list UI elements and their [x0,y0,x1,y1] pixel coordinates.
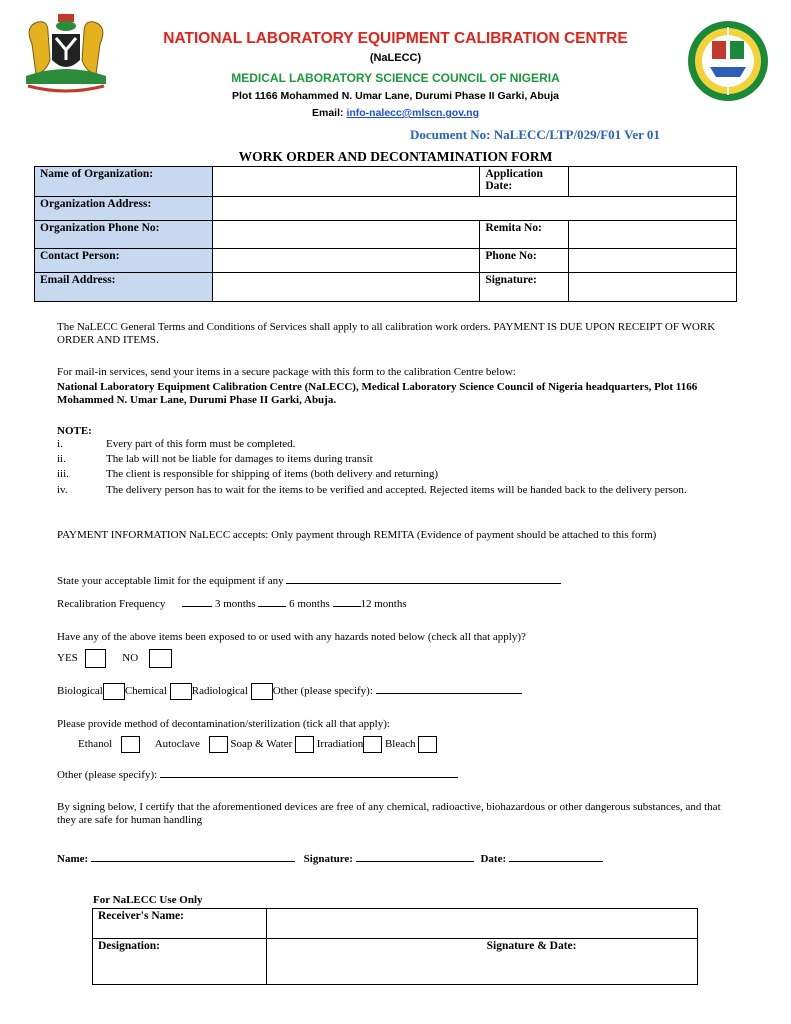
note-item [57,468,737,482]
signature-label: Signature: [303,853,353,865]
field-name-of-organization[interactable] [212,167,480,197]
centre-address: Plot 1166 Mohammed N. Umar Lane, Durumi Phase II Garki, Abuja [232,90,559,102]
council-name: MEDICAL LABORATORY SCIENCE COUNCIL OF NIGERIA [231,71,560,85]
no-label: NO [122,652,139,665]
recalibration-row [57,596,657,611]
email-link[interactable]: info-nalecc@mlscn.gov.ng [346,107,479,119]
irradiation-checkbox[interactable] [363,736,382,753]
bleach-label: Bleach [384,738,416,751]
field-remita-no[interactable] [569,221,737,249]
radiological-checkbox[interactable] [251,683,273,700]
autoclave-checkbox[interactable] [209,736,228,753]
field-application-date[interactable] [569,167,737,197]
label-receivers-name: Receiver's Name: [93,909,267,939]
acceptable-limit-input[interactable] [286,573,561,584]
radiological-label: Radiological [191,685,248,698]
yes-checkbox[interactable] [85,649,106,668]
ethanol-label: Ethanol [78,738,113,751]
certification-statement: By signing below, I certify that the aforementioned devices are free of any chemical, radioactive, biohazardous or other dangerous substances, and that they are safe for human handling [57,801,721,826]
field-signature[interactable] [569,273,737,302]
decontamination-question: Please provide method of decontamination/sterilization (tick all that apply): [57,718,390,730]
payment-information: PAYMENT INFORMATION NaLECC accepts: Only payment through REMITA (Evidence of payment should be attached to this form) [57,529,657,541]
recal-12-months-label: 12 months [360,598,407,610]
label-name-of-organization: Name of Organization: [35,167,213,197]
label-email-address: Email Address: [35,273,213,302]
note-text: The lab will not be liable for damages to items during transit [106,453,373,465]
organization-details-table [34,166,737,302]
name-label: Name: [57,853,89,865]
note-number: iv. [57,484,68,496]
mailin-address: National Laboratory Equipment Calibration Centre (NaLECC), Medical Laboratory Science Council of Nigeria headquarters, Plot 1166 Mohammed N. Umar Lane, Durumi Phase II Garki, Abuja. [57,381,698,406]
biological-checkbox[interactable] [103,683,125,700]
other-decontamination-row [57,767,557,782]
terms-paragraph: The NaLECC General Terms and Conditions of Services shall apply to all calibration work orders. PAYMENT IS DUE UPON RECEIPT OF WORK ORDER AND ITEMS. [57,321,716,346]
document-number: Document No: NaLECC/LTP/029/F01 Ver 01 [410,127,660,142]
no-checkbox[interactable] [149,649,172,668]
acceptable-limit-row [57,573,657,588]
hazard-types-row [57,683,657,700]
chemical-checkbox[interactable] [170,683,192,700]
label-signature-date: Signature & Date: [486,940,577,952]
centre-abbreviation: (NaLECC) [369,52,422,64]
office-use-table [92,908,698,985]
centre-title: NATIONAL LABORATORY EQUIPMENT CALIBRATION CENTRE [163,30,628,47]
label-phone-no: Phone No: [480,249,569,273]
note-text: Every part of this form must be completed. [106,438,296,450]
autoclave-label: Autoclave [154,738,200,751]
label-designation: Designation: [93,939,267,985]
designation-signature-cell[interactable] [266,939,697,985]
label-remita-no: Remita No: [480,221,569,249]
irradiation-label: Irradiation [316,738,364,751]
acceptable-limit-label: State your acceptable limit for the equipment if any [57,575,284,587]
other-hazard-input[interactable] [376,683,522,694]
recalibration-label: Recalibration Frequency [57,598,166,610]
recal-6-months-blank[interactable] [258,596,286,607]
note-text: The delivery person has to wait for the items to be verified and accepted. Rejected items will be handed back to the delivery person. [106,484,687,496]
recal-3-months-blank[interactable] [182,596,212,607]
ethanol-checkbox[interactable] [121,736,140,753]
soap-water-checkbox[interactable] [295,736,314,753]
field-organization-address[interactable] [212,197,736,221]
decontamination-methods-row [78,736,638,753]
field-contact-person[interactable] [212,249,480,273]
other-decontamination-input[interactable] [160,767,458,778]
mailin-intro: For mail-in services, send your items in a secure package with this form to the calibration Centre below: [57,366,516,378]
other-decontamination-label: Other (please specify): [57,769,158,781]
note-number: i. [57,438,63,450]
field-phone-no[interactable] [569,249,737,273]
label-organization-address: Organization Address: [35,197,213,221]
field-organization-phone[interactable] [212,221,480,249]
note-heading: NOTE: [57,425,92,437]
yes-label: YES [57,652,78,665]
chemical-label: Chemical [124,685,167,698]
label-application-date: Application Date: [480,167,569,197]
hazard-question: Have any of the above items been exposed to or used with any hazards noted below (check all that apply)? [57,631,526,643]
office-use-heading: For NaLECC Use Only [93,894,203,906]
recal-6-months-label: 6 months [289,598,330,610]
date-label: Date: [480,853,507,865]
soap-water-label: Soap & Water [230,738,293,751]
note-item [57,438,737,452]
bleach-checkbox[interactable] [418,736,437,753]
hazard-yes-no-row [57,649,257,668]
label-contact-person: Contact Person: [35,249,213,273]
field-email-address[interactable] [212,273,480,302]
biological-label: Biological [57,685,103,698]
signature-input[interactable] [356,851,474,862]
centre-email-line [0,107,791,119]
form-title: WORK ORDER AND DECONTAMINATION FORM [238,149,553,164]
email-label: Email: [312,107,344,119]
label-organization-phone: Organization Phone No: [35,221,213,249]
label-signature: Signature: [480,273,569,302]
other-hazard-label: Other (please specify): [272,685,373,698]
field-receivers-name[interactable] [266,909,697,939]
name-input[interactable] [91,851,295,862]
note-text: The client is responsible for shipping of items (both delivery and returning) [106,468,439,480]
recal-12-months-blank[interactable] [333,596,361,607]
note-number: ii. [57,453,66,465]
note-item [57,484,737,512]
recal-3-months-label: 3 months [214,598,256,610]
note-item [57,453,737,467]
signing-row [57,851,677,866]
date-input[interactable] [509,851,603,862]
note-number: iii. [57,468,69,480]
